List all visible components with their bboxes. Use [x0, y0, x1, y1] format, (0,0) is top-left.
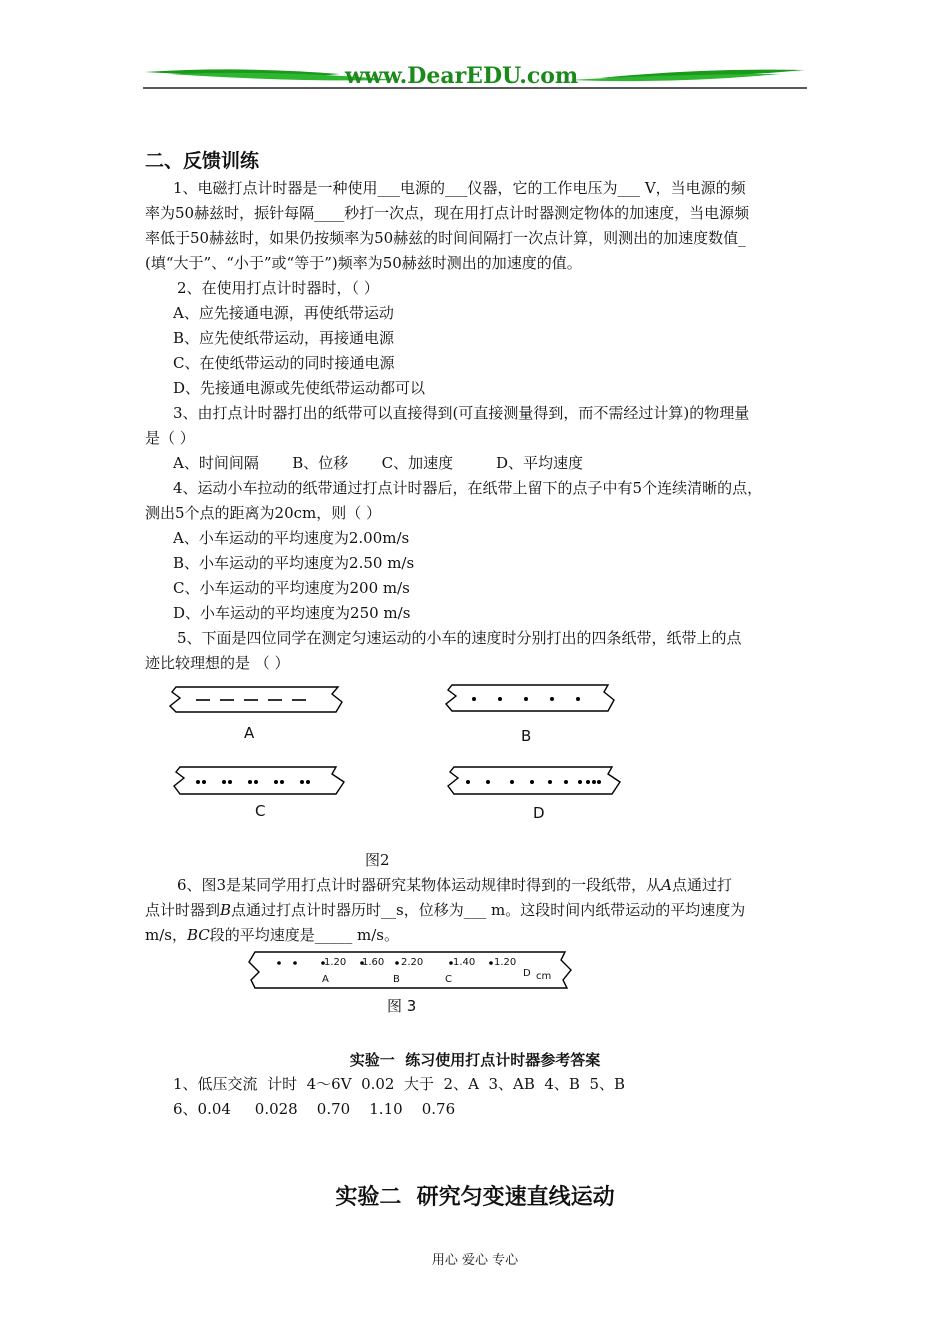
fig3-point-c: C: [445, 974, 452, 985]
next-section-title: 实验二 研究匀变速直线运动: [335, 1185, 615, 1210]
q5-line-2: 迹比较理想的是 （ ）: [145, 654, 290, 672]
answers-title: 实验一 练习使用打点计时器参考答案: [349, 1051, 601, 1069]
q5-line-1: 5、下面是四位同学在测定匀速运动的小车的速度时分别打出的四条纸带，纸带上的点: [177, 629, 742, 647]
q1-line-1: 1、电磁打点计时器是一种使用___电源的___仪器，它的工作电压为___ V，当电源的频: [173, 179, 746, 197]
tape-label-d: D: [533, 804, 545, 822]
fig3-point-d: D: [523, 968, 531, 979]
tape-label-c: C: [255, 802, 266, 820]
q3-options: A、时间间隔 B、位移 C、加速度 D、平均速度: [173, 454, 584, 472]
q6-line-1: 6、图3是某同学用打点计时器研究某物体运动规律时得到的一段纸带，从A点通过打: [177, 876, 732, 894]
tape-label-a: A: [244, 724, 255, 742]
q6-line-2: 点计时器到B点通过打点计时器历时__s，位移为___ m。这段时间内纸带运动的平均速度为: [145, 901, 746, 919]
tape-c: [172, 764, 352, 800]
fig3-point-b: B: [393, 974, 400, 985]
answers-line-2: 6、0.04 0.028 0.70 1.10 0.76: [173, 1100, 456, 1118]
q6-line-3: m/s，BC段的平均速度是_____ m/s。: [145, 926, 400, 944]
figure-3-caption: 图 3: [387, 997, 417, 1015]
q1-line-3: 率低于50赫兹时，如果仍按频率为50赫兹的时间间隔打一次点计算，则测出的加速度数值_: [145, 229, 746, 247]
tape-b: [444, 682, 624, 718]
section-title: 二、反馈训练: [145, 150, 260, 172]
tape-label-b: B: [521, 727, 532, 745]
q2-option-c: C、在使纸带运动的同时接通电源: [173, 354, 395, 372]
fig3-num-2: 1.60: [362, 957, 385, 968]
fig3-num-1: 1.20: [324, 957, 347, 968]
q2-option-d: D、先接通电源或先使纸带运动都可以: [173, 379, 426, 397]
fig3-num-4: 1.40: [453, 957, 476, 968]
tape-d: [446, 764, 628, 800]
fig3-unit: cm: [536, 971, 552, 982]
q3-line-2: 是（ ）: [145, 429, 195, 447]
q4-line-1: 4、运动小车拉动的纸带通过打点计时器后，在纸带上留下的点子中有5个连续清晰的点，: [173, 479, 763, 497]
q4-option-a: A、小车运动的平均速度为2.00m/s: [173, 529, 410, 547]
q1-line-4: (填“大于”、“小于”或“等于”)频率为50赫兹时测出的加速度的值。: [145, 254, 582, 272]
q1-line-2: 率为50赫兹时，振针每隔____秒打一次点，现在用打点计时器测定物体的加速度，当电源频: [145, 204, 750, 222]
tape-a: [168, 684, 348, 720]
q2-option-a: A、应先接通电源，再使纸带运动: [173, 304, 394, 322]
q2-stem: 2、在使用打点计时器时，（ ）: [177, 279, 379, 297]
figure-2-caption: 图2: [365, 851, 390, 869]
page-footer: 用心 爱心 专心: [431, 1253, 519, 1268]
site-logo[interactable]: www.DearEDU.com: [345, 63, 579, 89]
fig3-num-3: 2.20: [401, 957, 424, 968]
q4-line-2: 测出5个点的距离为20cm，则（ ）: [145, 504, 382, 522]
q2-option-b: B、应先使纸带运动，再接通电源: [173, 329, 395, 347]
q4-option-c: C、小车运动的平均速度为200 m/s: [173, 579, 410, 597]
fig3-num-5: 1.20: [494, 957, 517, 968]
q3-line-1: 3、由打点计时器打出的纸带可以直接得到(可直接测量得到，而不需经过计算)的物理量: [173, 404, 750, 422]
q4-option-b: B、小车运动的平均速度为2.50 m/s: [173, 554, 415, 572]
answers-line-1: 1、低压交流 计时 4～6V 0.02 大于 2、A 3、AB 4、B 5、B: [173, 1075, 626, 1093]
fig3-point-a: A: [322, 974, 329, 985]
q4-option-d: D、小车运动的平均速度为250 m/s: [173, 604, 411, 622]
